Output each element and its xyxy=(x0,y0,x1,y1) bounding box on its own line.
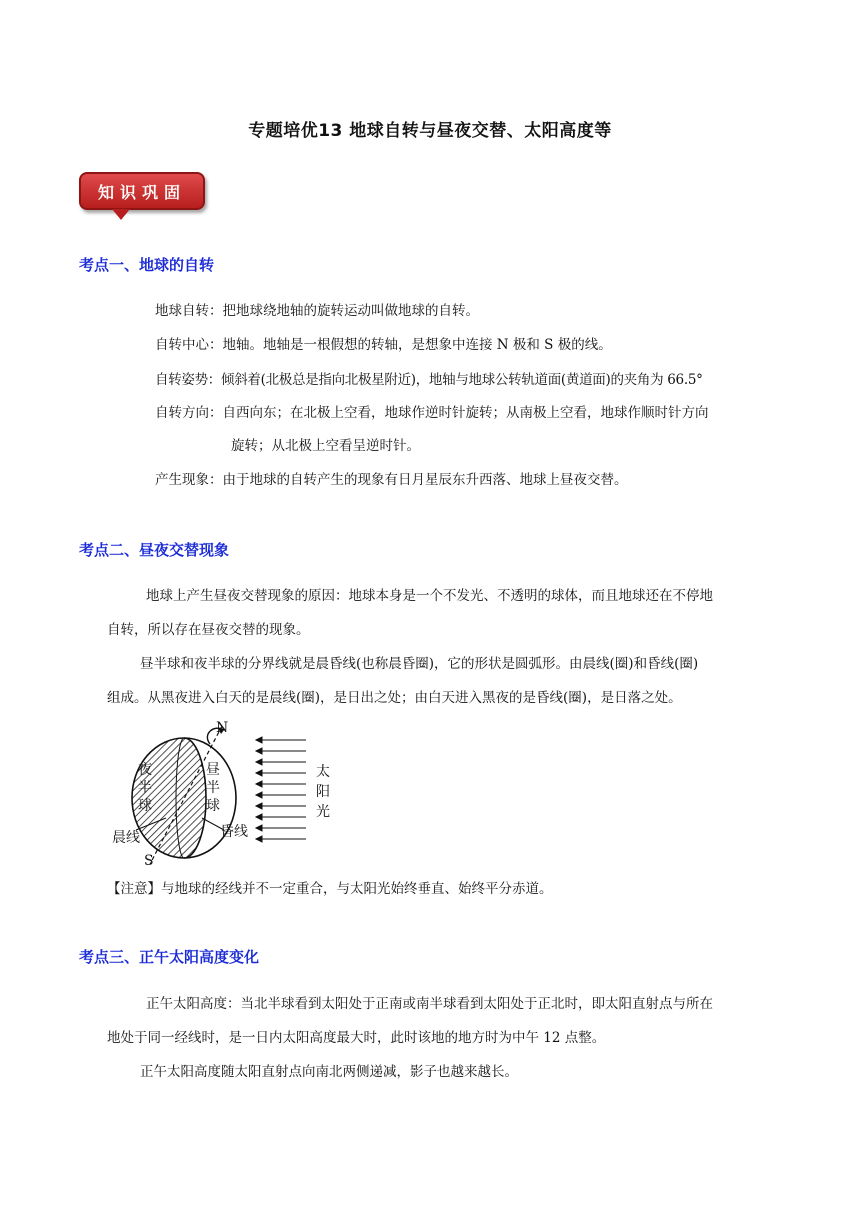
s3-line-2: 地处于同一经线时，是一日内太阳高度最大时，此时该地的地方时为中午 12 点整。 xyxy=(107,1030,606,1046)
section2-heading: 考点二、昼夜交替现象 xyxy=(79,541,230,559)
s3-line-3: 正午太阳高度随太阳直射点向南北两侧递减，影子也越来越长。 xyxy=(140,1064,518,1080)
sunlight-label-3: 光 xyxy=(316,804,330,820)
s1-line-1: 地球自转：把地球绕地轴的旋转运动叫做地球的自转。 xyxy=(155,303,479,319)
s2-line-1: 地球上产生昼夜交替现象的原因：地球本身是一个不发光、不透明的球体，而且地球还在不停地 xyxy=(146,588,713,604)
s1-line-5: 旋转；从北极上空看呈逆时针。 xyxy=(231,438,420,454)
section3-heading: 考点三、正午太阳高度变化 xyxy=(79,948,260,966)
s2-note: 【注意】与地球的经线并不一定重合，与太阳光始终垂直、始终平分赤道。 xyxy=(107,881,553,897)
dusk-line-label: 昏线 xyxy=(220,824,248,840)
s1-line-6: 产生现象：由于地球的自转产生的现象有日月星辰东升西落、地球上昼夜交替。 xyxy=(155,472,628,488)
s2-line-3: 昼半球和夜半球的分界线就是晨昏线(也称晨昏圈)，它的形状是圆弧形。由晨线(圈)和昏线(圈) xyxy=(140,656,699,672)
night-label-1: 夜 xyxy=(138,762,152,778)
night-label-2: 半 xyxy=(138,780,152,796)
sunlight-label-2: 阳 xyxy=(316,784,330,800)
s1-line-4: 自转方向：自西向东；在北极上空看，地球作逆时针旋转；从南极上空看，地球作顺时针方向 xyxy=(155,405,709,421)
section1-heading: 考点一、地球的自转 xyxy=(79,256,215,274)
night-label-3: 球 xyxy=(138,798,152,814)
section-banner: 知识巩固 xyxy=(79,172,205,210)
south-label: S xyxy=(144,853,154,868)
day-label-1: 昼 xyxy=(206,762,220,778)
dawn-line-label: 晨线 xyxy=(112,830,140,846)
s2-line-4: 组成。从黑夜进入白天的是晨线(圈)，是日出之处；由白天进入黑夜的是昏线(圈)，是日落之处。 xyxy=(107,690,682,706)
sunlight-label-1: 太 xyxy=(316,764,330,780)
day-night-diagram xyxy=(106,718,346,868)
s1-line-3: 自转姿势：倾斜着(北极总是指向北极星附近)，地轴与地球公转轨道面(黄道面)的夹角为 66.5° xyxy=(155,372,703,388)
day-label-2: 半 xyxy=(206,780,220,796)
s3-line-1: 正午太阳高度：当北半球看到太阳处于正南或南半球看到太阳处于正北时，即太阳直射点与所在 xyxy=(146,996,713,1012)
sunlight-arrows xyxy=(256,737,306,842)
banner-pointer xyxy=(112,209,130,220)
page-title: 专题培优13 地球自转与昼夜交替、太阳高度等 xyxy=(248,121,612,141)
north-label: N xyxy=(216,720,229,736)
s2-line-2: 自转，所以存在昼夜交替的现象。 xyxy=(107,622,310,638)
day-label-3: 球 xyxy=(206,798,220,814)
s1-line-2: 自转中心：地轴。地轴是一根假想的转轴，是想象中连接 N 极和 S 极的线。 xyxy=(155,337,612,353)
